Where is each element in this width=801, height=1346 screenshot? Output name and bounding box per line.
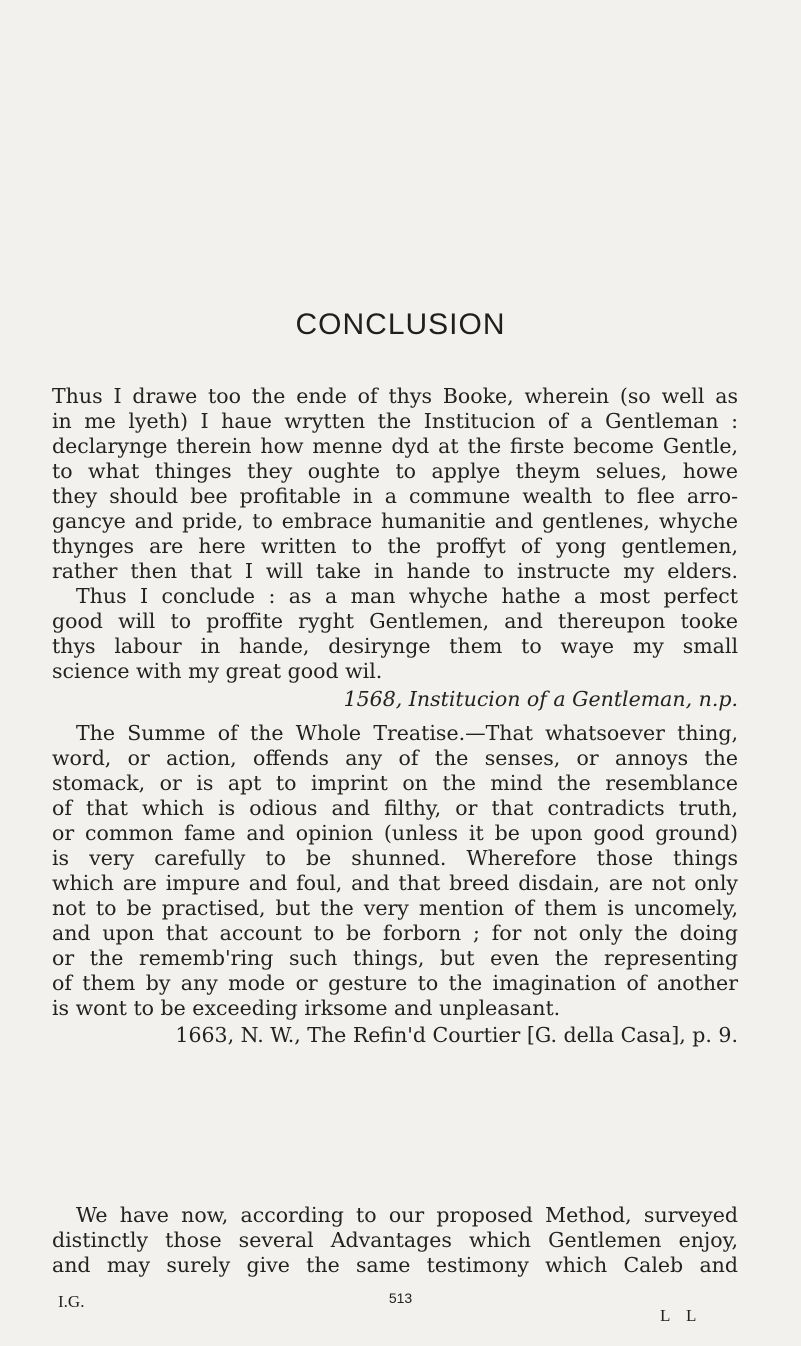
text-line: good will to proffite ryght Gentlemen, and thereupon tooke	[52, 609, 738, 633]
text-line: which are impure and foul, and that breed disdain, are not only	[52, 871, 738, 895]
text-line: is wont to be exceeding irksome and unpleasant.	[52, 996, 561, 1020]
text-line: gancye and pride, to embrace humanitie and gentlenes, whyche	[52, 509, 738, 533]
text-line: to what thinges they oughte to applye theym selues, howe	[52, 459, 738, 483]
text-line: rather then that I will take in hande to instructe my elders.	[52, 559, 738, 583]
text-line: The Summe of the Whole Treatise.—That whatsoever thing,	[76, 721, 738, 745]
text-line: Thus I conclude : as a man whyche hathe a most perfect	[76, 584, 738, 608]
text-line: and upon that account to be forborn ; for not only the doing	[52, 921, 738, 945]
text-line: or the rememb'ring such things, but even the representing	[52, 946, 738, 970]
text-line: science with my great good wil.	[52, 659, 383, 683]
text-line: stomack, or is apt to imprint on the mind the resemblance	[52, 771, 738, 795]
text-line: and may surely give the same testimony which Caleb and	[52, 1253, 738, 1277]
text-line: declarynge therein how menne dyd at the firste become Gentle,	[52, 434, 738, 458]
text-line: not to be practised, but the very mention of them is uncomely,	[52, 896, 738, 920]
text-line: of that which is odious and filthy, or that contradicts truth,	[52, 796, 738, 820]
citation: 1663, N. W., The Refin'd Courtier [G. della Casa], p. 9.	[175, 1023, 738, 1047]
text-line: distinctly those several Advantages which Gentlemen enjoy,	[52, 1228, 738, 1252]
text-line: or common fame and opinion (unless it be upon good ground)	[52, 821, 738, 845]
page-number: 513	[388, 1290, 413, 1306]
signature-mark: I.G.	[58, 1292, 85, 1311]
text-line: Thus I drawe too the ende of thys Booke, wherein (so well as	[52, 384, 738, 408]
text-line: they should bee profitable in a commune wealth to flee arro-	[52, 484, 738, 508]
catchword: L L	[660, 1306, 703, 1325]
text-line: thys labour in hande, desirynge them to waye my small	[52, 634, 738, 658]
text-line: word, or action, offends any of the senses, or annoys the	[52, 746, 738, 770]
text-line: is very carefully to be shunned. Wherefore those things	[52, 846, 738, 870]
text-line: in me lyeth) I haue wrytten the Institucion of a Gentleman :	[52, 409, 738, 433]
text-line: of them by any mode or gesture to the imagination of another	[52, 971, 738, 995]
text-line: We have now, according to our proposed Method, surveyed	[76, 1203, 738, 1227]
page-title: CONCLUSION	[295, 308, 506, 341]
text-line: thynges are here written to the proffyt of yong gentlemen,	[52, 534, 738, 558]
citation: 1568, Institucion of a Gentleman, n.p.	[343, 687, 738, 711]
